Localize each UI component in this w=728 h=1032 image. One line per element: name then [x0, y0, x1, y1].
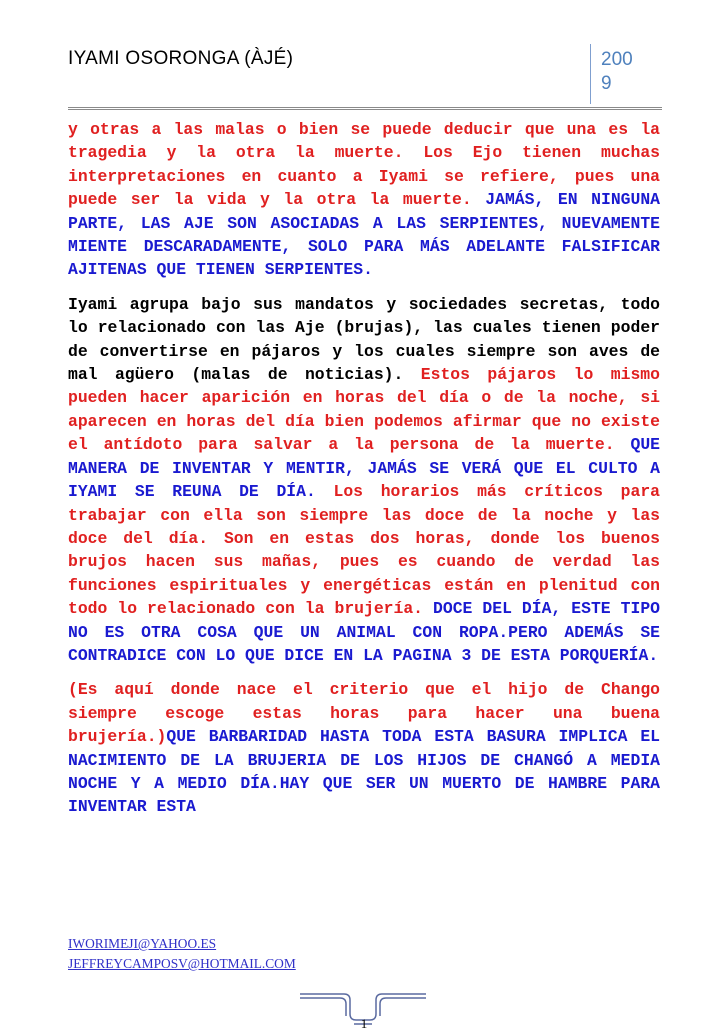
header-year-box: [590, 44, 663, 104]
page-header: [68, 44, 662, 104]
text-segment: QUE BARBARIDAD HASTA TODA ESTA BASURA IMPLICA EL NACIMIENTO DE LA BRUJERIA DE LOS HIJOS DE CHANGÓ A MEDIA NOCHE Y A MEDIO DÍA.HAY QUE SER UN MUERTO DE HAMBRE PARA INVENTAR ESTA: [68, 727, 660, 817]
page-footer: [68, 934, 296, 974]
header-title: IYAMI OSORONGA (ÀJÉ): [68, 48, 294, 69]
header-divider: [68, 107, 662, 110]
text-segment: (Es aquí donde nace el criterio que el hijo de Chango siempre escoge estas horas para hacer una buena brujería.): [68, 680, 660, 747]
footer-email-link[interactable]: IWORIMEJI@YAHOO.ES: [68, 936, 217, 951]
text-segment: Los horarios más críticos para trabajar con ella son siempre las doce de la noche y las doce del día. Son en estas dos horas, donde los buenos brujos hacen sus mañas, pues es cuando de verdad las funciones espirituales y energéticas están en plenitud con todo lo relacionado con la brujería.: [68, 482, 660, 619]
text-segment: QUE MANERA DE INVENTAR Y MENTIR, JAMÁS SE VERÁ QUE EL CULTO A IYAMI SE REUNA DE DÍA.: [68, 435, 660, 502]
text-segment: Iyami agrupa bajo sus mandatos y sociedades secretas, todo lo relacionado con las Aje (brujas), las cuales tienen poder de convertirse en pájaros y los cuales siempre son aves de mal agüero (malas de noticias).: [68, 294, 660, 385]
page-number: 1: [360, 1016, 368, 1031]
text-segment: DOCE DEL DÍA, ESTE TIPO NO ES OTRA COSA QUE UN ANIMAL CON ROPA.PERO ADEMÁS SE CONTRADICE CON LO QUE DICE EN LA PAGINA 3 DE ESTA PORQUERÍA.: [68, 599, 660, 665]
paragraph-1: [68, 118, 660, 282]
text-segment: Estos pájaros lo mismo pueden hacer aparición en horas del día o de la noche, si aparecen en horas del día bien podemos afirmar que no existe el antídoto para salvar a la persona de la muerte.: [68, 365, 660, 455]
text-segment: JAMÁS, EN NINGUNA PARTE, LAS AJE SON ASOCIADAS A LAS SERPIENTES, NUEVAMENTE MIENTE DESCARADAMENTE, SOLO PARA MÁS ADELANTE FALSIFICAR AJITENAS QUE TIENEN SERPIENTES.: [68, 190, 660, 280]
footer-email-link[interactable]: JEFFREYCAMPOSV@HOTMAIL.COM: [68, 956, 296, 971]
paragraph-3: [68, 678, 660, 818]
document-body: [68, 118, 660, 830]
header-year: 2009: [601, 49, 633, 94]
paragraph-2: [68, 293, 660, 668]
text-segment: y otras a las malas o bien se puede deducir que una es la tragedia y la otra la muerte. Los Ejo tienen muchas interpretaciones en cuanto a Iyami se refiere, pues una puede ser la vida y la otra la muerte.: [68, 120, 660, 210]
